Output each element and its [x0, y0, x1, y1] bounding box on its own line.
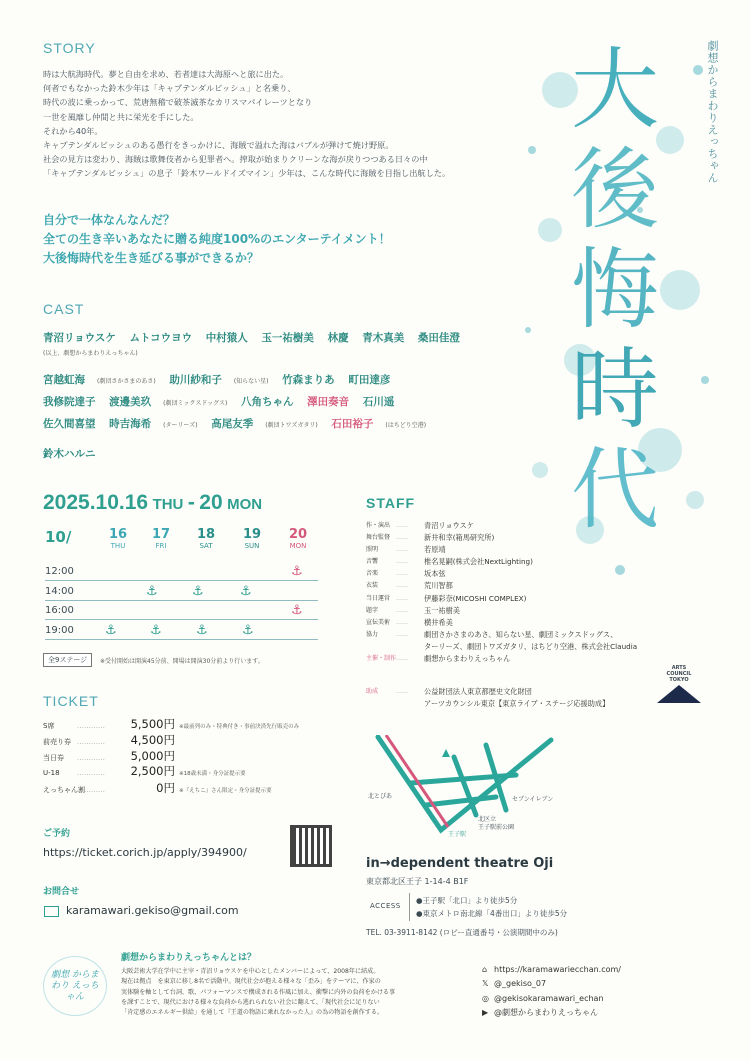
tagline-line: 自分で一体なんなんだ？ [43, 213, 176, 227]
staff-row: 作・演出 …… 青沼リョウスケ [366, 521, 474, 530]
grant-line: アーツカウンシル東京【東京ライブ・ステージ応援助成】 [424, 699, 610, 709]
schedule-day: 17 FRI [151, 527, 171, 550]
access-line: ●東京メトロ南北線「4番出口」より徒歩5分 [416, 909, 568, 918]
cast-name: 中村猿人 [205, 332, 248, 344]
cast-name: 澤田奏音 [307, 396, 350, 408]
about-line: 大阪芸術大学在学中に主宰・青沼リョウスケを中心としたメンバーによって、2008年に結成。 [121, 968, 380, 975]
map-label-seven: セブンイレブン [512, 796, 554, 803]
cast-name: 青木真美 [362, 332, 405, 344]
staff-row: 協力 …… 劇団さかさまのあさ、知らない星、劇団ミックスドッグス、 [366, 629, 618, 639]
grant-role: 助成 [366, 688, 379, 695]
cast-name: 桑田佳澄 [417, 332, 460, 344]
map-label-station: 王子駅 [448, 831, 467, 838]
cast-affiliation: (ターリーズ) [163, 422, 198, 429]
cast-row-4 [43, 416, 436, 431]
youtube-icon: ▶ [482, 1008, 489, 1018]
story-line: キャプテンダルビッシュのある愚行をきっかけに、海賊で溢れた海はバブルが弾けて焼け野原。 [43, 140, 394, 151]
about-heading: 劇想からまわりえっちゃんとは？ [121, 953, 257, 963]
schedule-time: 14:00 [45, 586, 74, 597]
story-line: それから40年。 [43, 125, 103, 136]
cast-name: 玉一祐樹美 [261, 332, 314, 344]
venue-name: in→dependent theatre Oji [366, 856, 554, 871]
reserve-link[interactable]: https://ticket.corich.jp/apply/394900/ [43, 846, 247, 859]
cast-name: 高尾友季 [211, 418, 254, 430]
schedule-time: 16:00 [45, 605, 74, 616]
access-label: ACCESS [370, 902, 401, 910]
cast-name: 青沼リョウスケ [43, 332, 116, 344]
story-line: 一世を風靡し仲間と共に栄光を手にした。 [43, 111, 199, 122]
staff-row: 題字 …… 玉一祐樹美 [366, 605, 460, 615]
story-text [43, 67, 513, 181]
anchor-icon: ⚓ [196, 623, 208, 638]
reserve-heading: ご予約 [43, 829, 71, 839]
anchor-icon: ⚓ [146, 584, 158, 599]
staff-row: 舞台監督 …… 新井和幸(箱馬研究所) [366, 533, 495, 543]
staff-row: 照明 …… 若原靖 [366, 545, 446, 555]
cast-affiliation: (劇団トワズガタリ) [265, 422, 318, 429]
cast-name: ムトコウヨウ [129, 332, 193, 344]
x-icon: 𝕏 [482, 979, 489, 989]
website-link[interactable]: https://karamawariecchan.com/ [494, 965, 621, 974]
staff-row: ターリーズ、劇団トワズガタリ、はちどり空港、株式会社Claudia [424, 641, 638, 651]
cast-affiliation: (劇団ミックスドッグス) [163, 400, 228, 407]
story-line: 「キャプテンダルビッシュ」の息子「鈴木ワールドイズマイン」少年は、こんな時代に海賊を目指し出航した。 [43, 168, 451, 179]
schedule-rule [45, 639, 318, 640]
anchor-icon: ⚓ [150, 623, 162, 638]
tagline-line: 全ての生き辛いあなたに贈る純度100%のエンターテイメント！ [43, 232, 391, 246]
cast-row-5 [43, 446, 106, 461]
staff-row: 主催・制作 …… 劇想からまわりえっちゃん [366, 654, 511, 664]
date-start-dow: THU [152, 496, 184, 513]
company-vertical-title: 劇想からまわりえっちゃん [706, 40, 719, 184]
tagline-line: 大後悔時代を生き延びる事ができるか？ [43, 251, 260, 265]
staff-row: 音楽 …… 坂本弦 [366, 569, 446, 579]
story-line: 社会の見方は変わり、海賊は歌舞伎者から犯罪者へ。搾取が始まりクリーンな海が戻りつつある日々の中 [43, 154, 428, 165]
cast-name: 鈴木ハルニ [43, 448, 96, 460]
access-line: ●王子駅「北口」より徒歩5分 [416, 896, 518, 905]
map-label-north: 北とぴあ [368, 793, 393, 800]
cast-name: 石川遥 [362, 396, 395, 408]
grant: 助成 …… 公益財団法人東京都歴史文化財団 アーツカウンシル東京【東京ライブ・ステージ応援助成】 [366, 686, 609, 710]
social-links [482, 963, 621, 1021]
cast-name: 時吉海希 [109, 418, 152, 430]
ticket-heading: TICKET [43, 693, 99, 709]
story-line: 時は大航海時代。夢と自由を求め、若者達は大海原へと旅に出た。 [43, 69, 289, 79]
schedule-note: ※受付開始は開演45分前、開場は開演30分前より行います。 [100, 658, 264, 665]
cast-name: 林慶 [327, 332, 349, 344]
date-range [43, 491, 262, 515]
tagline [43, 211, 391, 268]
date-end-dow: MON [227, 496, 263, 513]
cast-row-2 [43, 372, 400, 387]
staff-list [366, 520, 637, 665]
cast-affiliation: (劇団さかさまのあさ) [97, 378, 156, 385]
cast-affiliation: (はちどり空港) [385, 422, 427, 429]
ticket-row: 前売り券 ………… 4,500円 [43, 733, 175, 748]
cast-name: 八角ちゃん [241, 396, 294, 408]
cast-row-1-note: (以上、劇想からまわりえっちゃん) [43, 350, 138, 357]
about-line: 現在は拠点 を東京に移し8名で活動中。現代社会が抱える様々な「歪み」をテーマに、作家の [121, 978, 381, 986]
cast-name: 竹森まりあ [282, 374, 335, 386]
qr-code[interactable] [290, 825, 332, 867]
cast-affiliation: (知らない星) [233, 378, 269, 385]
company-logo: 劇想 からまわり えっちゃん [43, 956, 107, 1016]
cast-name: 渡邊美玖 [109, 396, 152, 408]
schedule-time: 19:00 [45, 625, 74, 636]
about-line: 「肯定感のエネルギー供給」を通して『王道の物語に乗れなかった人』の為の物語を創作する。 [121, 1009, 384, 1017]
venue-address: 東京都北区王子 1-14-4 B1F [366, 877, 469, 886]
anchor-icon: ⚓ [192, 584, 204, 599]
about-line: を課すことで、現代における様々な負荷から逃れられない社会に翻えて、「現代社会に足りない [121, 998, 380, 1006]
main-title [555, 40, 675, 540]
schedule-day: 16 THU [108, 527, 128, 550]
youtube-link[interactable]: @劇想からまわりえっちゃん [494, 1008, 598, 1018]
anchor-icon: ⚓ [240, 584, 252, 599]
schedule-day: 18 SAT [196, 527, 216, 550]
staff-row: 衣装 …… 荒川智都 [366, 581, 453, 591]
about-text [121, 967, 395, 1018]
home-icon: ⌂ [482, 965, 488, 974]
main-title-char: 時 [570, 338, 659, 441]
schedule-rule [45, 580, 318, 581]
schedule-month: 10/ [45, 528, 72, 546]
stage-count-badge: 全9ステージ [43, 653, 92, 667]
cast-name: 町田達彦 [348, 374, 391, 386]
schedule-rule [45, 600, 318, 601]
instagram-link[interactable]: @gekisokaramawari_echan [494, 993, 604, 1003]
date-start: 2025.10.16 [43, 491, 149, 514]
anchor-icon: ⚓ [242, 623, 254, 638]
instagram-icon: ◎ [482, 993, 489, 1003]
main-title-char: 悔 [570, 238, 659, 341]
cast-row-1 [43, 330, 470, 345]
cast-name: 石田裕子 [331, 418, 374, 430]
map-label-park: 北区立 王子駅前公園 [478, 816, 515, 831]
venue-tel: TEL. 03-3911-8142 (ロビー直通番号・公演期間中のみ) [366, 928, 558, 937]
grant-line: 公益財団法人東京都歴史文化財団 [424, 687, 532, 696]
schedule-day: 19 SUN [242, 527, 262, 550]
mail-icon [44, 906, 59, 917]
ticket-row: U-18 ………… 2,500円 ※18歳未満・身分証提示要 [43, 764, 246, 779]
staff-row: 当日運営 …… 伊藤彩奈(MICOSHI COMPLEX) [366, 593, 527, 603]
story-heading: STORY [43, 40, 96, 56]
ticket-row: えっちゃん割 ………… 0円 ※『えちこ』さん限定・身分証提示要 [43, 780, 272, 795]
ticket-row: S席 ………… 5,500円 ※最前列のみ・特典付き・事前決済先行販売のみ [43, 717, 300, 731]
schedule-rule [45, 619, 318, 620]
anchor-icon: ⚓ [291, 603, 303, 618]
staff-heading: STAFF [366, 495, 416, 511]
cast-row-3 [43, 394, 404, 409]
main-title-char: 代 [570, 438, 659, 541]
cast-name: 佐久間喜望 [43, 418, 96, 430]
anchor-icon: ⚓ [291, 564, 303, 579]
contact-email[interactable]: karamawari.gekiso@gmail.com [66, 904, 239, 917]
cast-name: 我修院達子 [43, 396, 96, 408]
contact-heading: お問合せ [43, 887, 80, 897]
x-link[interactable]: @_gekiso_07 [494, 979, 547, 989]
arts-council-logo: ARTS COUNCIL TOKYO [657, 665, 701, 703]
story-line: 時代の波に乗っかって、荒唐無稽で破茶滅茶なカリスマパイレーツとなり [43, 97, 313, 108]
cast-heading: CAST [43, 301, 85, 317]
main-title-char: 後 [570, 138, 659, 241]
story-line: 何者でもなかった鈴木少年は「キャプテンダルビッシュ」と名乗り、 [43, 83, 296, 94]
schedule-time: 12:00 [45, 566, 74, 577]
ticket-row: 当日券 ………… 5,000円 [43, 748, 175, 763]
about-line: 実体験を軸として台詞、歌、パフォーマンスで構成される作風に加え、衝撃に内外の負荷をかける事 [121, 988, 396, 996]
cast-name: 助川紗和子 [169, 374, 222, 386]
main-title-char: 大 [570, 38, 659, 141]
staff-row: 音響 …… 椎名晃嗣(株式会社NextLighting) [366, 557, 533, 567]
logo-triangle [657, 685, 701, 703]
anchor-icon: ⚓ [105, 623, 117, 638]
date-end: 20 [199, 491, 223, 514]
schedule-day: 20 MON [288, 527, 308, 550]
cast-name: 宮越虹海 [43, 374, 85, 386]
date-dash: - [187, 491, 195, 514]
staff-row: 宣伝美術 …… 横井希美 [366, 617, 453, 627]
ticket-list [43, 718, 299, 798]
